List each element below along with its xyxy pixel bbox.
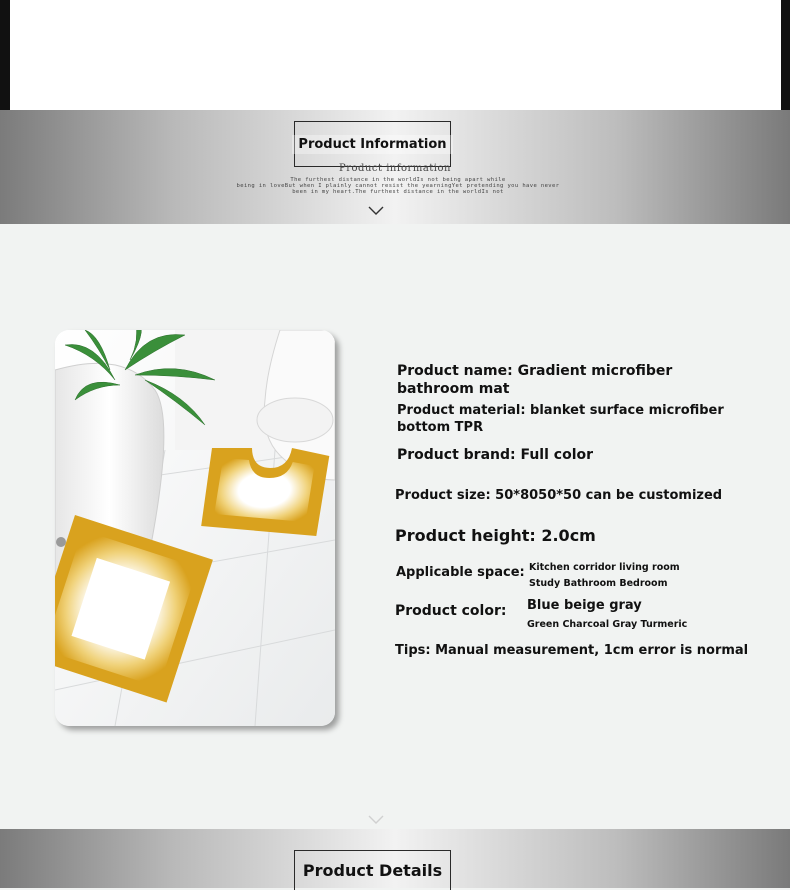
section-title: Product Information xyxy=(292,135,452,154)
product-name-line: bathroom mat xyxy=(397,381,510,397)
applicable-space-value: Kitchen corridor living room xyxy=(529,562,680,573)
product-information-banner xyxy=(0,110,790,224)
bathroom-mat-photo xyxy=(55,330,335,726)
product-height: Product height: 2.0cm xyxy=(395,526,596,545)
product-color-value: Blue beige gray xyxy=(527,598,642,613)
section-title-box xyxy=(294,121,451,167)
product-tips: Tips: Manual measurement, 1cm error is normal xyxy=(395,643,749,658)
product-details-banner xyxy=(0,829,790,888)
product-material-line: Product material: blanket surface microfiber xyxy=(397,403,724,418)
section-title-box xyxy=(294,850,451,890)
product-name-line: Product name: Gradient microfiber xyxy=(397,363,673,379)
fine-print-line: being in loveBut when I plainly cannot resist the yearningYet pretending you have never xyxy=(236,183,560,189)
section-subtitle: Product information xyxy=(339,163,451,174)
top-blank-panel xyxy=(10,0,781,110)
product-color-value: Green Charcoal Gray Turmeric xyxy=(527,619,688,630)
product-color-label: Product color: xyxy=(395,603,507,619)
fine-print-line: been in my heart.The furthest distance in the worldIs not xyxy=(292,189,504,195)
fine-print-line: The furthest distance in the worldIs not being apart while xyxy=(290,177,506,183)
product-photo xyxy=(55,330,335,726)
fine-print xyxy=(195,177,601,195)
applicable-space-value: Study Bathroom Bedroom xyxy=(529,578,668,589)
chevron-down-icon xyxy=(368,206,382,220)
product-size: Product size: 50*8050*50 can be customized xyxy=(395,488,723,503)
applicable-space-label: Applicable space: xyxy=(396,565,525,580)
product-material-line: bottom TPR xyxy=(397,420,484,435)
chevron-down-icon xyxy=(368,815,382,829)
product-brand: Product brand: Full color xyxy=(397,447,594,463)
section-title: Product Details xyxy=(302,861,443,880)
